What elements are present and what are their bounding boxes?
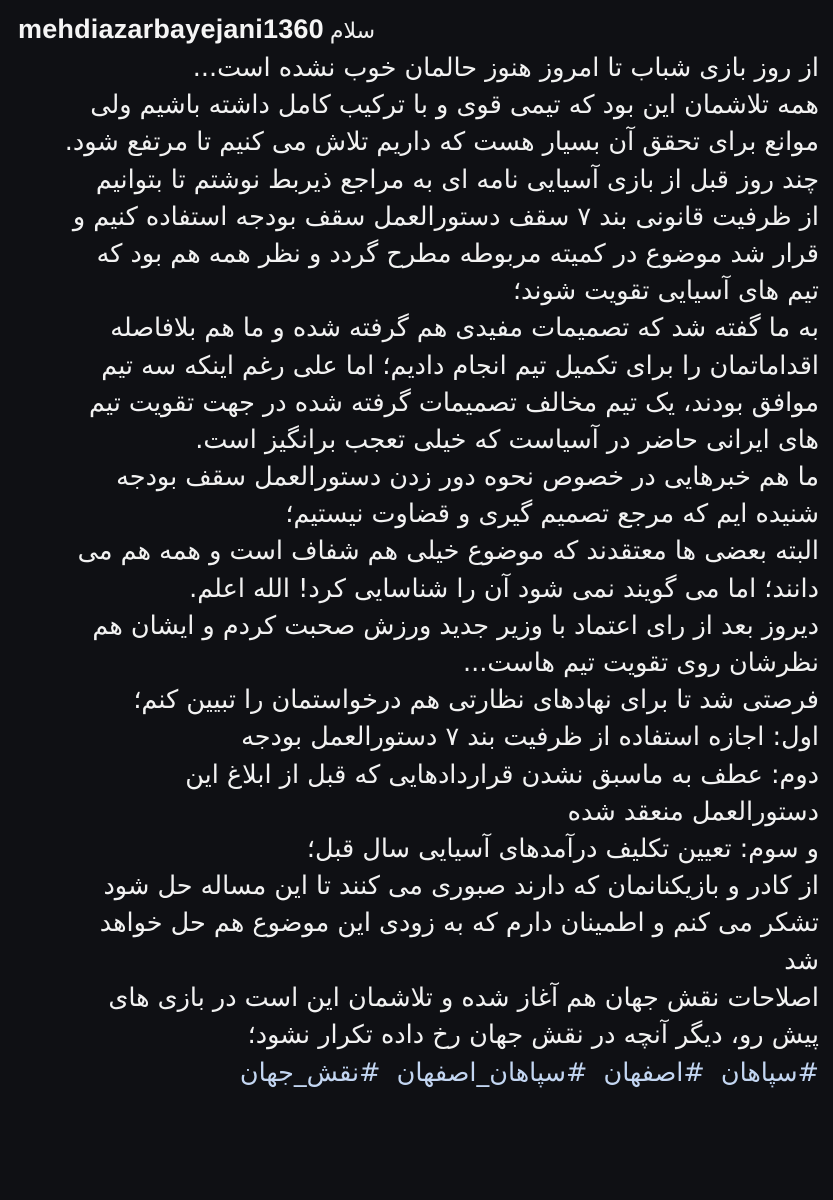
hashtag-link[interactable]: #سپاهان_اصفهان	[396, 1058, 588, 1089]
caption-line: فرصتی شد تا برای نهادهای نظارتی هم درخواستمان را تبیین کنم؛	[133, 685, 819, 716]
caption-line: از روز بازی شباب تا امروز هنوز حالمان خوب نشده است...	[192, 53, 819, 83]
greeting-text: سلام	[329, 19, 376, 44]
caption-line: شنیده ایم که مرجع تصمیم گیری و قضاوت نیستیم؛	[285, 499, 819, 530]
caption-line: موافق بودند، یک تیم مخالف تصمیمات گرفته شده در جهت تقویت تیم	[89, 387, 819, 418]
caption-line: همه تلاشمان این بود که تیمی قوی و با ترکیب کامل داشته باشیم ولی	[90, 90, 819, 121]
caption-line: تشکر می کنم و اطمینان دارم که به زودی این موضوع هم حل خواهد	[99, 908, 819, 939]
caption-line: البته بعضی ها معتقدند که موضوع خیلی هم شفاف است و همه هم می	[77, 536, 819, 567]
caption-line: های ایرانی حاضر در آسیاست که خیلی تعجب برانگیز است.	[195, 424, 819, 455]
caption-line: چند روز قبل از بازی آسیایی نامه ای به مراجع ذیربط نوشتم تا بتوانیم	[95, 164, 819, 195]
post-caption	[0, 8, 833, 1092]
caption-line: از ظرفیت قانونی بند ۷ سقف دستورالعمل سقف بودجه استفاده کنیم و	[72, 201, 819, 232]
caption-line: نظرشان روی تقویت تیم هاست...	[463, 648, 819, 678]
caption-line: ما هم خبرهایی در خصوص نحوه دور زدن دستورالعمل سقف بودجه	[116, 462, 819, 493]
caption-line: قرار شد موضوع در کمیته مربوطه مطرح گردد و نظر همه هم بود که	[96, 238, 819, 269]
caption-line: تیم های آسیایی تقویت شوند؛	[512, 276, 819, 307]
caption-line: دستورالعمل منعقد شده	[567, 796, 819, 827]
caption-line: اقداماتمان را برای تکمیل تیم انجام دادیم؛ اما علی رغم اینکه سه تیم	[101, 350, 819, 381]
hashtag-link[interactable]: #نقش_جهان	[239, 1058, 381, 1089]
caption-line: دانند؛ اما می گویند نمی شود آن را شناسایی کرد! الله اعلم.	[189, 573, 819, 604]
caption-line: از کادر و بازیکنانمان که دارند صبوری می کنند تا این مساله حل شود	[103, 871, 819, 902]
caption-line: موانع برای تحقق آن بسیار هست که داریم تلاش می کنیم تا مرتفع شود.	[64, 127, 819, 158]
caption-line: اول: اجازه استفاده از ظرفیت بند ۷ دستورالعمل بودجه	[241, 722, 819, 753]
caption-body	[0, 50, 833, 1054]
caption-line: و سوم: تعیین تکلیف درآمدهای آسیایی سال قبل؛	[306, 833, 819, 864]
caption-header	[0, 8, 833, 50]
username-link[interactable]: mehdiazarbayejani1360	[18, 14, 324, 44]
caption-line: دوم: عطف به ماسبق نشدن قراردادهایی که قبل از ابلاغ این	[185, 759, 819, 790]
caption-line: شد	[784, 945, 819, 976]
caption-line: به ما گفته شد که تصمیمات مفیدی هم گرفته شده و ما هم بلافاصله	[110, 313, 819, 344]
caption-line: اصلاحات نقش جهان هم آغاز شده و تلاشمان این است در بازی های	[108, 982, 819, 1013]
caption-line: پیش رو، دیگر آنچه در نقش جهان رخ داده تکرار نشود؛	[247, 1019, 819, 1050]
hashtag-row	[0, 1054, 833, 1092]
hashtag-link[interactable]: #سپاهان	[720, 1058, 819, 1089]
caption-line: دیروز بعد از رای اعتماد با وزیر جدید ورزش صحبت کردم و ایشان هم	[92, 610, 819, 641]
hashtag-link[interactable]: #اصفهان	[603, 1058, 705, 1089]
